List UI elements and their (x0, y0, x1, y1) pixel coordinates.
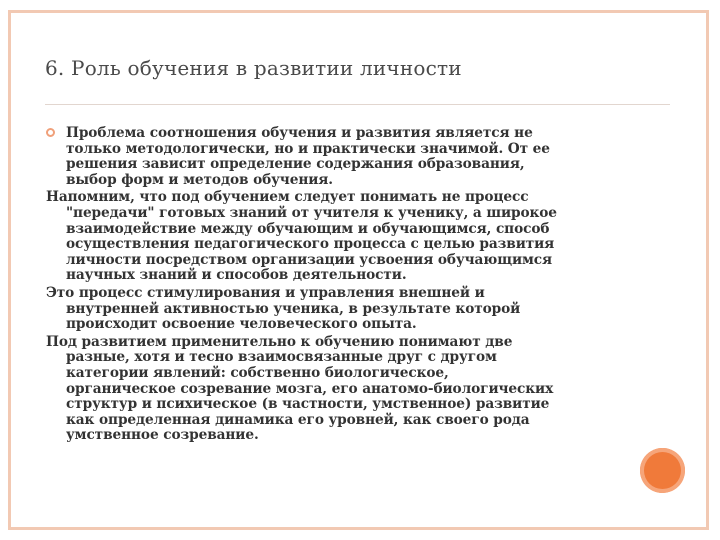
text-line: научных знаний и способов деятельности. (66, 267, 407, 284)
paragraph-2 (46, 190, 646, 284)
circle-outline-icon (46, 128, 55, 137)
orange-circle-decoration (640, 448, 685, 493)
text-line: Проблема соотношения обучения и развития является не (66, 125, 533, 141)
text-line: происходит освоение человеческого опыта. (66, 316, 417, 333)
text-line: Под развитием применительно к обучению понимают две (46, 333, 513, 350)
text-line: Напомним, что под обучением следует понимать не процесс (46, 189, 529, 206)
text-line: разные, хотя и тесно взаимосвязанные друг с другом (66, 349, 497, 366)
text-line: органическое созревание мозга, его анатомо-биологических (66, 380, 554, 397)
text-line: как определенная динамика его уровней, как своего рода (66, 411, 530, 428)
text-line: взаимодействие между обучающим и обучающимся, способ (66, 220, 550, 237)
text-line: структур и психическое (в частности, умственное) развитие (66, 396, 550, 413)
text-line: умственное созревание. (66, 427, 259, 444)
text-line: только методологически, но и практически значимой. От ее (66, 140, 550, 157)
text-line: категории явлений: собственно биологическое, (66, 364, 449, 381)
text-line: внутренней активностью ученика, в результате которой (66, 300, 521, 317)
paragraph-4 (46, 335, 646, 444)
text-line: Это процесс стимулирования и управления внешней и (46, 284, 485, 301)
title-divider (45, 104, 670, 105)
text-line: осуществления педагогического процесса с целью развития (66, 236, 555, 253)
text-line: "передачи" готовых знаний от учителя к ученику, а широкое (66, 204, 557, 221)
text-line: личности посредством организации усвоения обучающимся (66, 251, 553, 268)
slide-title: 6. Роль обучения в развитии личности (45, 56, 462, 80)
text-line: выбор форм и методов обучения. (66, 171, 333, 188)
text-line: решения зависит определение содержания образования, (66, 156, 525, 173)
slide-body (46, 126, 646, 446)
paragraph-3 (46, 286, 646, 333)
paragraph-1 (46, 126, 646, 188)
